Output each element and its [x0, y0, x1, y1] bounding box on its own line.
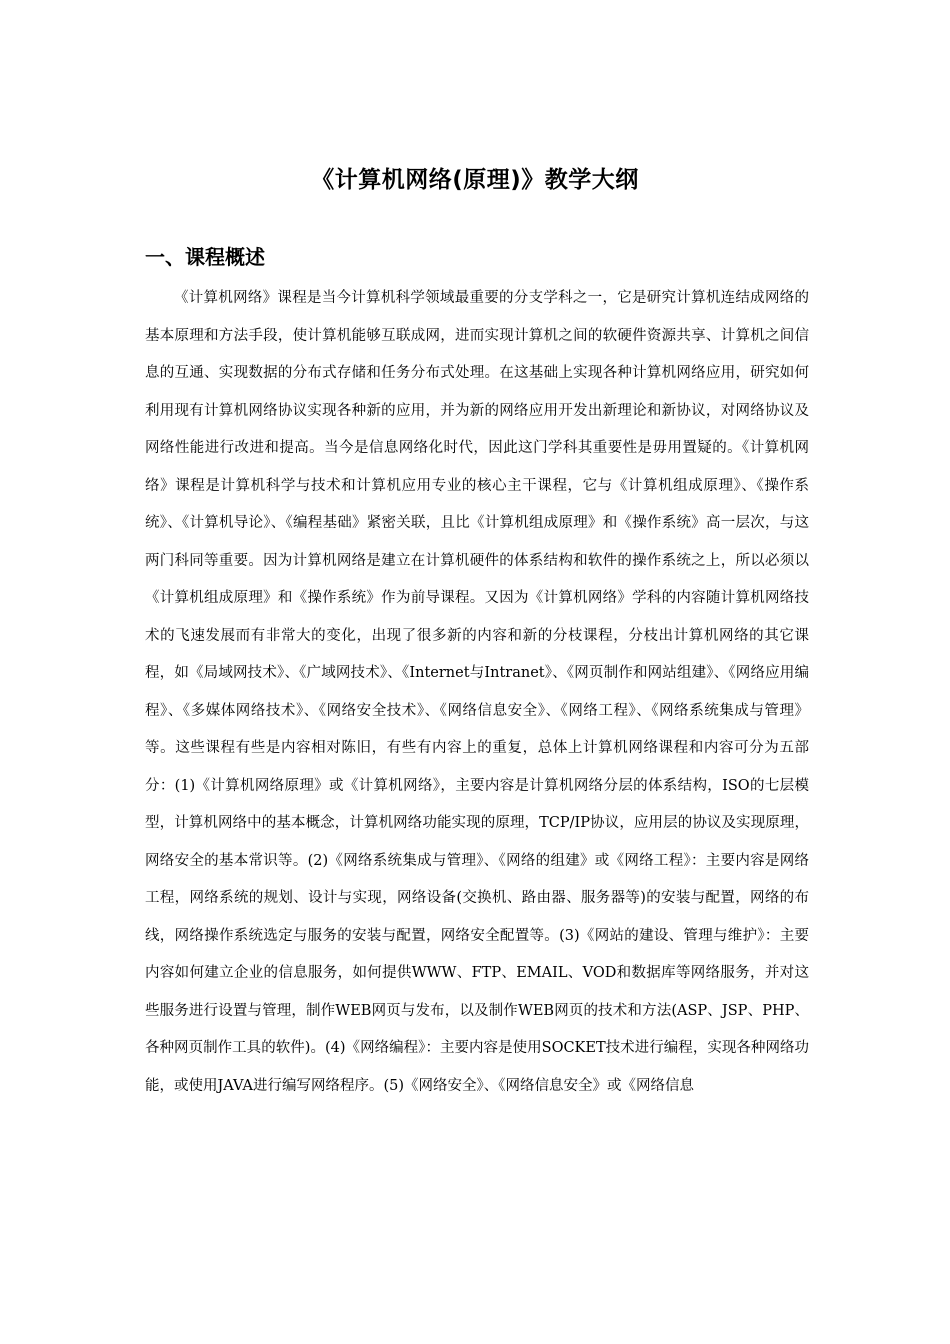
document-title: 《计算机网络(原理)》教学大纲	[311, 167, 639, 193]
course-overview-paragraph: 《计算机网络》课程是当今计算机科学领域最重要的分支学科之一，它是研究计算机连结成网络的基本原理和方法手段，使计算机能够互联成网，进而实现计算机之间的软硬件资源共享、计算机之间信息的互通、实现数据的分布式存储和任务分布式处理。在这基础上实现各种计算机网络应用，研究如何利用现有计算机网络协议实现各种新的应用，并为新的网络应用开发出新理论和新协议，对网络协议及网络性能进行改进和提高。当今是信息网络化时代，因此这门学科其重要性是毋用置疑的。《计算机网络》课程是计算机科学与技术和计算机应用专业的核心主干课程，它与《计算机组成原理》、《操作系统》、《计算机导论》、《编程基础》紧密关联，且比《计算机组成原理》和《操作系统》高一层次，与这两门科同等重要。因为计算机网络是建立在计算机硬件的体系结构和软件的操作系统之上，所以必须以《计算机组成原理》和《操作系统》作为前导课程。又因为《计算机网络》学科的内容随计算机网络技术的飞速发展而有非常大的变化，出现了很多新的内容和新的分枝课程，分枝出计算机网络的其它课程，如《局域网技术》、《广域网技术》、《Internet与Intranet》、《网页制作和网站组建》、《网络应用编程》、《多媒体网络技术》、《网络安全技术》、《网络信息安全》、《网络工程》、《网络系统集成与管理》等。这些课程有些是内容相对陈旧，有些有内容上的重复，总体上计算机网络课程和内容可分为五部分：(1)《计算机网络原理》或《计算机网络》，主要内容是计算机网络分层的体系结构，ISO的七层模型，计算机网络中的基本概念，计算机网络功能实现的原理，TCP/IP协议，应用层的协议及实现原理，网络安全的基本常识等。(2)《网络系统集成与管理》、《网络的组建》或《网络工程》：主要内容是网络工程，网络系统的规划、设计与实现，网络设备(交换机、路由器、服务器等)的安装与配置，网络的布线，网络操作系统选定与服务的安装与配置，网络安全配置等。(3)《网站的建设、管理与维护》：主要内容如何建立企业的信息服务，如何提供WWW、FTP、EMAIL、VOD和数据库等网络服务，并对这些服务进行设置与管理，制作WEB网页与发布，以及制作WEB网页的技术和方法(ASP、JSP、PHP、各种网页制作工具的软件)。(4)《网络编程》：主要内容是使用SOCKET技术进行编程，实现各种网络功能，或使用JAVA进行编写网络程序。(5)《网络安全》、《网络信息安全》或《网络信息	[145, 290, 809, 1094]
section-heading-course-overview: 一、课程概述	[145, 245, 265, 269]
